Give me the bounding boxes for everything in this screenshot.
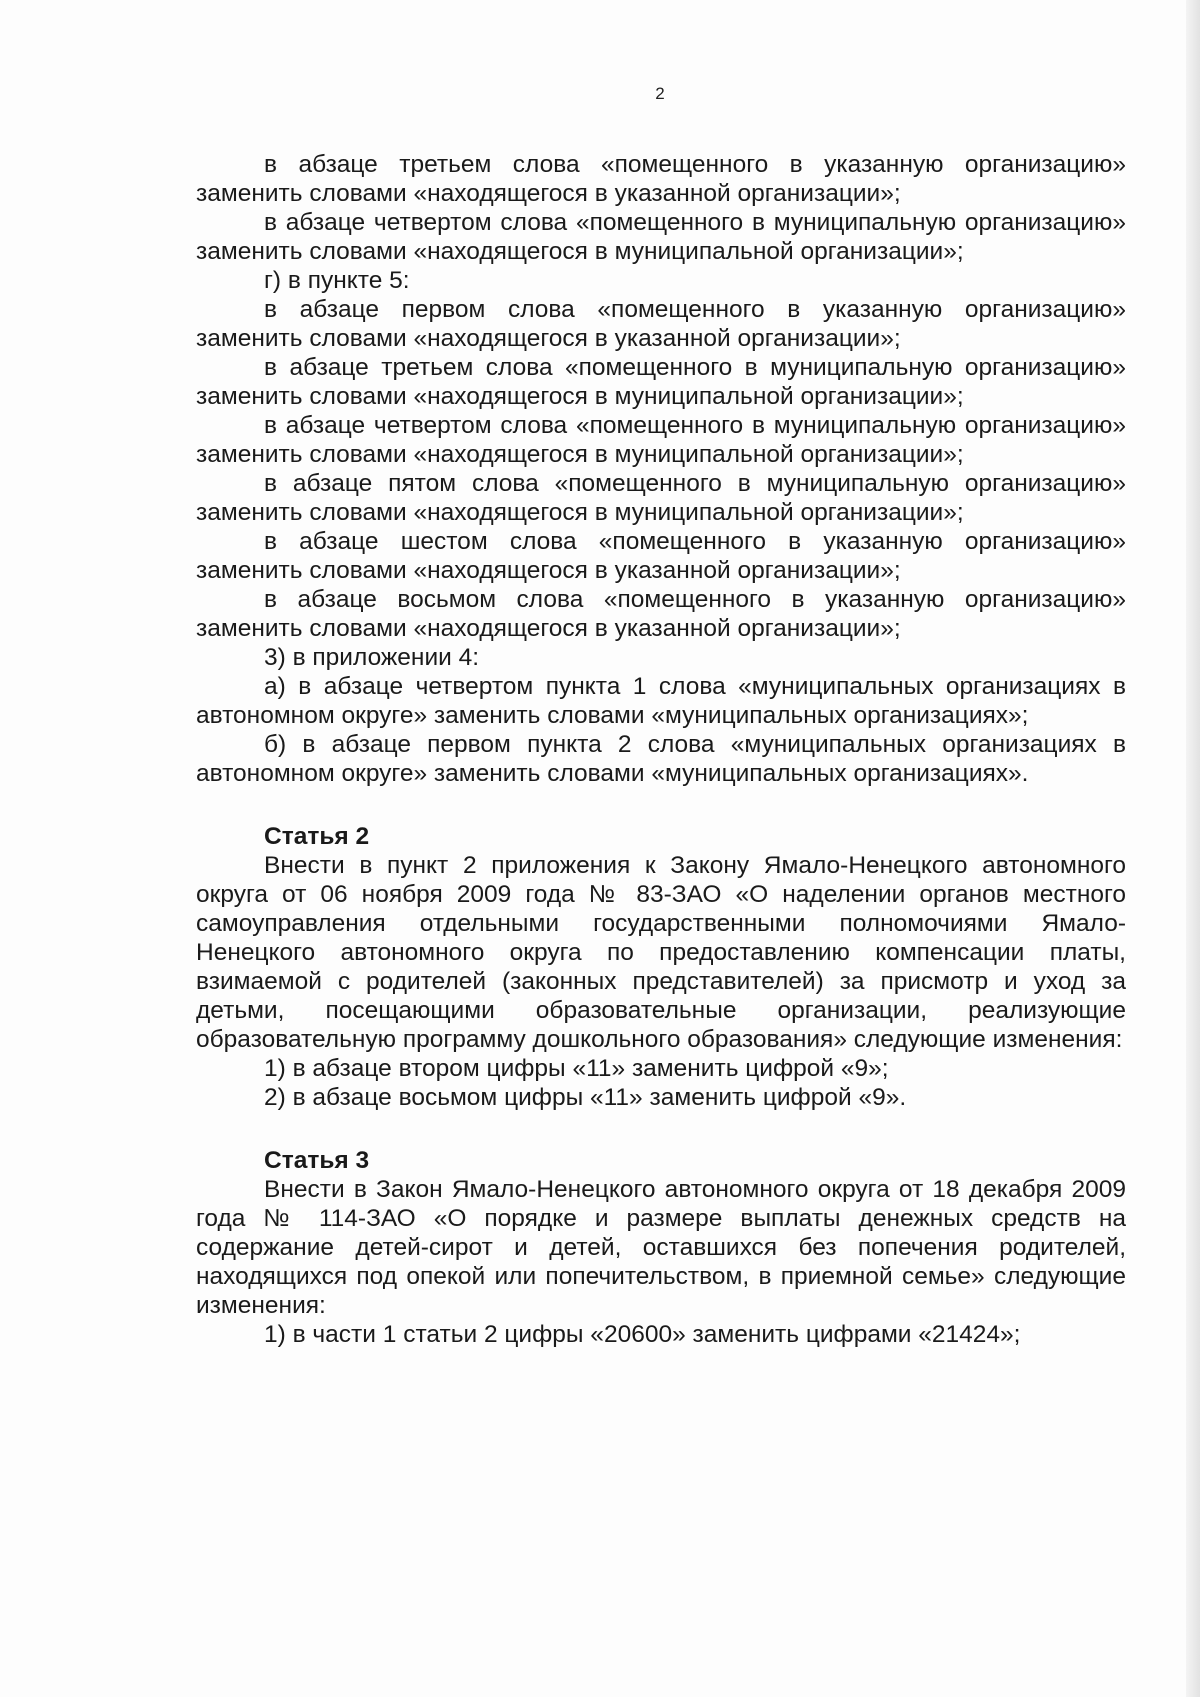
paragraph: Внести в пункт 2 приложения к Закону Ямало-Ненецкого автономного округа от 06 ноября 2009 года № 83-ЗАО «О наделении органов местного самоуправления отдельными государственными полномочиями Ямало-Ненецкого автономного округа по предоставлению компенсации платы, взимаемой с родителей (законных представителей) за присмотр и уход за детьми, посещающими образовательные организации, реализующие образовательную программу дошкольного образования» следующие изменения: (196, 852, 1126, 1053)
paragraph: в абзаце пятом слова «помещенного в муниципальную организацию» заменить словами «находящегося в муниципальной организации»; (196, 470, 1126, 526)
paragraph: 1) в части 1 статьи 2 цифры «20600» заменить цифрами «21424»; (264, 1321, 1021, 1348)
paragraph: в абзаце первом слова «помещенного в указанную организацию» заменить словами «находящегося в указанной организации»; (196, 296, 1126, 352)
paragraph: в абзаце восьмом слова «помещенного в указанную организацию» заменить словами «находящегося в указанной организации»; (196, 586, 1126, 642)
paragraph: г) в пункте 5: (264, 267, 410, 294)
paragraph: 1) в абзаце втором цифры «11» заменить цифрой «9»; (264, 1055, 889, 1082)
paragraph: в абзаце шестом слова «помещенного в указанную организацию» заменить словами «находящегося в указанной организации»; (196, 528, 1126, 584)
document-body (196, 150, 1126, 1349)
paragraph: в абзаце четвертом слова «помещенного в муниципальную организацию» заменить словами «находящегося в муниципальной организации»; (196, 412, 1126, 468)
paragraph: б) в абзаце первом пункта 2 слова «муниципальных организациях в автономном округе» заменить словами «муниципальных организациях». (196, 731, 1126, 787)
paragraph: в абзаце четвертом слова «помещенного в муниципальную организацию» заменить словами «находящегося в муниципальной организации»; (196, 209, 1126, 265)
paragraph: в абзаце третьем слова «помещенного в муниципальную организацию» заменить словами «находящегося в муниципальной организации»; (196, 354, 1126, 410)
article-3-heading: Статья 3 (264, 1147, 370, 1174)
article-2-heading: Статья 2 (264, 823, 370, 850)
page-number: 2 (655, 84, 665, 103)
paragraph: а) в абзаце четвертом пункта 1 слова «муниципальных организациях в автономном округе» заменить словами «муниципальных организациях»; (196, 673, 1126, 729)
paragraph: Внести в Закон Ямало-Ненецкого автономного округа от 18 декабря 2009 года № 114-ЗАО «О порядке и размере выплаты денежных средств на содержание детей-сирот и детей, оставшихся без попечения родителей, находящихся под опекой или попечительством, в приемной семье» следующие изменения: (196, 1176, 1126, 1319)
scan-edge (1186, 0, 1200, 1697)
paragraph: 3) в приложении 4: (264, 644, 480, 671)
paragraph: в абзаце третьем слова «помещенного в указанную организацию» заменить словами «находящегося в указанной организации»; (196, 151, 1126, 207)
paragraph: 2) в абзаце восьмом цифры «11» заменить цифрой «9». (264, 1084, 907, 1111)
